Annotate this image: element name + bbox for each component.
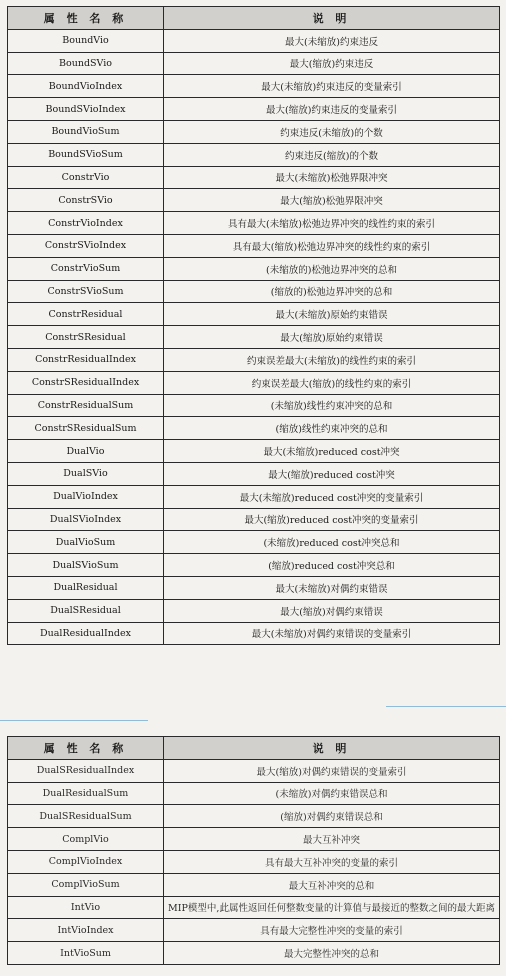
table-row: [8, 394, 500, 417]
table-row: [8, 29, 500, 52]
table-row: [8, 234, 500, 257]
attribute-name-cell: DualVio: [8, 440, 164, 463]
table-row: [8, 257, 500, 280]
attribute-name-cell: IntVioSum: [8, 942, 164, 965]
table-row: [8, 805, 500, 828]
attribute-name-cell: BoundSVioSum: [8, 143, 164, 166]
attribute-name-cell: DualVioIndex: [8, 485, 164, 508]
table-row: [8, 440, 500, 463]
attribute-table-1: [7, 6, 500, 645]
attribute-name-cell: IntVioIndex: [8, 919, 164, 942]
description-cell: (未缩放)对偶约束错误总和: [164, 782, 500, 805]
attribute-name-cell: ConstrSResidualSum: [8, 417, 164, 440]
header-attribute-name: 属 性 名 称: [8, 7, 164, 30]
description-cell: 约束误差最大(缩放)的线性约束的索引: [164, 371, 500, 394]
attribute-name-cell: ConstrVioSum: [8, 257, 164, 280]
attribute-name-cell: BoundVio: [8, 29, 164, 52]
attribute-name-cell: DualResidualSum: [8, 782, 164, 805]
page-divider-left: [0, 720, 148, 721]
table-row: [8, 828, 500, 851]
table-header-row: [8, 7, 500, 30]
attribute-name-cell: ConstrResidual: [8, 303, 164, 326]
description-cell: 最大(缩放)松弛界限冲突: [164, 189, 500, 212]
description-cell: 最大(缩放)原始约束错误: [164, 326, 500, 349]
table-row: [8, 873, 500, 896]
description-cell: 最大(未缩放)松弛界限冲突: [164, 166, 500, 189]
description-cell: 最大(缩放)reduced cost冲突的变量索引: [164, 508, 500, 531]
attribute-name-cell: ComplVio: [8, 828, 164, 851]
attribute-name-cell: ComplVioIndex: [8, 850, 164, 873]
description-cell: 具有最大互补冲突的变量的索引: [164, 850, 500, 873]
description-cell: (缩放的)松弛边界冲突的总和: [164, 280, 500, 303]
description-cell: (未缩放的)松弛边界冲突的总和: [164, 257, 500, 280]
header-description: 说 明: [164, 737, 500, 760]
table-body: [8, 759, 500, 964]
attribute-name-cell: BoundVioIndex: [8, 75, 164, 98]
table-row: [8, 919, 500, 942]
page-divider-right: [386, 706, 506, 707]
table-row: [8, 166, 500, 189]
description-cell: 最大(未缩放)对偶约束错误: [164, 576, 500, 599]
table-row: [8, 896, 500, 919]
description-cell: 具有最大(未缩放)松弛边界冲突的线性约束的索引: [164, 212, 500, 235]
table-row: [8, 326, 500, 349]
description-cell: MIP模型中,此属性返回任何整数变量的计算值与最接近的整数之间的最大距离: [164, 896, 500, 919]
description-cell: 约束误差最大(未缩放)的线性约束的索引: [164, 348, 500, 371]
attribute-name-cell: DualSVio: [8, 462, 164, 485]
table-row: [8, 462, 500, 485]
table-row: [8, 189, 500, 212]
description-cell: 最大(缩放)约束违反的变量索引: [164, 98, 500, 121]
table-row: [8, 348, 500, 371]
description-cell: 约束违反(缩放)的个数: [164, 143, 500, 166]
header-attribute-name: 属 性 名 称: [8, 737, 164, 760]
table-row: [8, 52, 500, 75]
description-cell: 最大(缩放)约束违反: [164, 52, 500, 75]
table-row: [8, 508, 500, 531]
description-cell: 具有最大完整性冲突的变量的索引: [164, 919, 500, 942]
attribute-name-cell: ConstrSResidual: [8, 326, 164, 349]
attribute-name-cell: ConstrResidualSum: [8, 394, 164, 417]
table-row: [8, 599, 500, 622]
description-cell: (缩放)reduced cost冲突总和: [164, 554, 500, 577]
table-row: [8, 576, 500, 599]
table-row: [8, 303, 500, 326]
table-row: [8, 75, 500, 98]
attribute-name-cell: DualSResidual: [8, 599, 164, 622]
attribute-name-cell: DualResidual: [8, 576, 164, 599]
attribute-name-cell: ConstrSVioIndex: [8, 234, 164, 257]
header-description: 说 明: [164, 7, 500, 30]
attribute-name-cell: BoundSVioIndex: [8, 98, 164, 121]
table-row: [8, 622, 500, 645]
attribute-name-cell: ConstrVio: [8, 166, 164, 189]
table-row: [8, 485, 500, 508]
attribute-name-cell: IntVio: [8, 896, 164, 919]
table-row: [8, 143, 500, 166]
table-row: [8, 212, 500, 235]
description-cell: 最大互补冲突的总和: [164, 873, 500, 896]
attribute-name-cell: DualSVioIndex: [8, 508, 164, 531]
attribute-name-cell: DualSResidualIndex: [8, 759, 164, 782]
description-cell: (缩放)线性约束冲突的总和: [164, 417, 500, 440]
table-row: [8, 850, 500, 873]
description-cell: 最大(未缩放)约束违反: [164, 29, 500, 52]
description-cell: 最大互补冲突: [164, 828, 500, 851]
attribute-table-2: [7, 736, 500, 965]
description-cell: 最大完整性冲突的总和: [164, 942, 500, 965]
table-row: [8, 417, 500, 440]
table-row: [8, 554, 500, 577]
description-cell: 最大(未缩放)对偶约束错误的变量索引: [164, 622, 500, 645]
description-cell: (缩放)对偶约束错误总和: [164, 805, 500, 828]
attribute-name-cell: ConstrSVio: [8, 189, 164, 212]
table-row: [8, 759, 500, 782]
description-cell: 具有最大(缩放)松弛边界冲突的线性约束的索引: [164, 234, 500, 257]
description-cell: (未缩放)线性约束冲突的总和: [164, 394, 500, 417]
attribute-name-cell: DualSVioSum: [8, 554, 164, 577]
description-cell: 最大(缩放)对偶约束错误: [164, 599, 500, 622]
attribute-name-cell: ConstrSResidualIndex: [8, 371, 164, 394]
description-cell: 最大(缩放)对偶约束错误的变量索引: [164, 759, 500, 782]
table-row: [8, 782, 500, 805]
description-cell: 最大(未缩放)reduced cost冲突的变量索引: [164, 485, 500, 508]
description-cell: 最大(未缩放)reduced cost冲突: [164, 440, 500, 463]
attribute-name-cell: ComplVioSum: [8, 873, 164, 896]
attribute-name-cell: DualVioSum: [8, 531, 164, 554]
table-row: [8, 531, 500, 554]
attribute-name-cell: ConstrResidualIndex: [8, 348, 164, 371]
description-cell: (未缩放)reduced cost冲突总和: [164, 531, 500, 554]
attribute-name-cell: ConstrVioIndex: [8, 212, 164, 235]
attribute-name-cell: ConstrSVioSum: [8, 280, 164, 303]
description-cell: 最大(未缩放)约束违反的变量索引: [164, 75, 500, 98]
attribute-name-cell: BoundVioSum: [8, 120, 164, 143]
table-header-row: [8, 737, 500, 760]
description-cell: 最大(缩放)reduced cost冲突: [164, 462, 500, 485]
description-cell: 最大(未缩放)原始约束错误: [164, 303, 500, 326]
table-body: [8, 29, 500, 645]
table-row: [8, 371, 500, 394]
table-row: [8, 120, 500, 143]
attribute-name-cell: DualSResidualSum: [8, 805, 164, 828]
table-row: [8, 942, 500, 965]
attribute-name-cell: BoundSVio: [8, 52, 164, 75]
attribute-name-cell: DualResidualIndex: [8, 622, 164, 645]
table-row: [8, 280, 500, 303]
table-row: [8, 98, 500, 121]
description-cell: 约束违反(未缩放)的个数: [164, 120, 500, 143]
